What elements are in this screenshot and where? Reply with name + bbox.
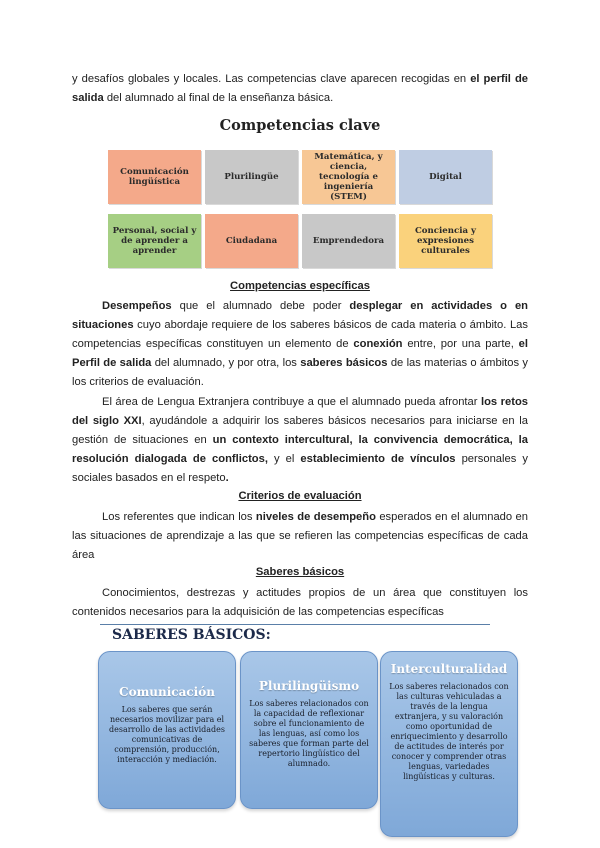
body-text: , ayudándole a adquirir los saberes básicos necesarios para iniciarse en la gestión de situaciones en xyxy=(72,415,528,446)
competencia-box: Plurilingüe xyxy=(205,150,298,204)
saberes-box-plurilinguismo xyxy=(240,651,378,809)
bold-text: conexión xyxy=(353,338,403,350)
competencias-clave-grid xyxy=(108,150,492,268)
saberes-divider xyxy=(100,624,490,625)
competencias-clave-title: Competencias clave xyxy=(219,117,381,134)
bold-text: desplegar en actividades o en situaciones xyxy=(72,300,528,331)
saberes-box-comunicacion xyxy=(98,651,236,809)
body-text: que el alumnado debe poder xyxy=(171,300,350,312)
saberes-box-text: Los saberes relacionados con las culturas vehiculadas a través de la lengua extranjera, y su valoración como oportunidad de enriquecimiento y desarrollo de actitudes de interés por conocer y comprender otras lenguas, variedades lingüísticas y culturas. xyxy=(389,682,509,781)
body-text: y el xyxy=(267,453,301,465)
competencia-box: Personal, social y de aprender a aprender xyxy=(108,214,201,268)
body-text: personales y sociales basados en el respeto xyxy=(72,453,528,484)
saberes-box-title: Interculturalidad xyxy=(390,662,508,676)
criterios-paragraph xyxy=(72,508,528,565)
intro-paragraph xyxy=(72,70,528,108)
body-text: del alumnado, y por otra, los xyxy=(151,357,301,369)
bold-text: un contexto intercultural, la convivencia democrática, la resolución dialogada de conflictos, xyxy=(72,434,528,465)
competencia-box: Conciencia y expresiones culturales xyxy=(399,214,492,268)
bold-text: Desempeños xyxy=(102,300,172,312)
saberes-box-title: Comunicación xyxy=(119,685,215,699)
saberes-heading: Saberes básicos xyxy=(255,566,345,578)
saberes-box-title: Plurilingüismo xyxy=(258,679,360,693)
body-text: esperados en el alumnado en las situaciones de aprendizaje a las que se refieren las competencias específicas de cada área xyxy=(72,511,528,561)
competencia-box: Digital xyxy=(399,150,492,204)
bold-text: niveles de desempeño xyxy=(255,511,376,523)
saberes-box-text: Los saberes que serán necesarios movilizar para el desarrollo de las actividades comunicativas de comprensión, producción, interacción y mediación. xyxy=(109,705,225,764)
body-text: de las materias o ámbitos y los criterios de evaluación. xyxy=(72,357,529,388)
saberes-paragraph: Conocimientos, destrezas y actitudes propios de un área que constituyen los contenidos necesarios para la adquisición de las competencias específicas xyxy=(72,587,528,618)
body-text: cuyo abordaje requiere de los saberes básicos de cada materia o ámbito. Las competencias específicas constituyen un elemento de xyxy=(72,319,528,350)
saberes-diagram-title: SABERES BÁSICOS: xyxy=(112,627,271,643)
competencia-box: Ciudadana xyxy=(205,214,298,268)
body-text: entre, por una parte, xyxy=(402,338,519,350)
competencias-especificas-heading: Competencias específicas xyxy=(230,280,370,292)
saberes-box-text: Los saberes relacionados con la capacidad de reflexionar sobre el funcionamiento de las lenguas, así como los saberes que forman parte del repertorio lingüístico del alumnado. xyxy=(249,699,369,768)
intro-bold-perfil: el perfil de salida xyxy=(72,73,528,104)
body-text: Los referentes que indican los xyxy=(102,511,256,523)
body-text: El área de Lengua Extranjera contribuye a que el alumnado pueda afrontar xyxy=(102,396,481,408)
bold-text: saberes básicos xyxy=(300,357,388,369)
bold-text: establecimiento de vínculos xyxy=(300,453,456,465)
especificas-paragraph-2 xyxy=(72,393,528,488)
saberes-box-interculturalidad xyxy=(380,651,518,837)
competencia-box: Emprendedora xyxy=(302,214,395,268)
especificas-paragraph-1 xyxy=(72,297,528,392)
intro-text-1: y desafíos globales y locales. Las competencias clave aparecen recogidas en xyxy=(72,73,471,85)
bold-text: el Perfil de salida xyxy=(72,338,528,369)
intro-text-2: del alumnado al final de la enseñanza básica. xyxy=(103,92,334,104)
bold-text: . xyxy=(225,472,229,484)
criterios-heading: Criterios de evaluación xyxy=(238,490,362,502)
competencia-box: Matemática, y ciencia, tecnología e ingeniería (STEM) xyxy=(302,150,395,204)
bold-text: los retos del siglo XXI xyxy=(72,396,528,427)
competencia-box: Comunicación lingüística xyxy=(108,150,201,204)
